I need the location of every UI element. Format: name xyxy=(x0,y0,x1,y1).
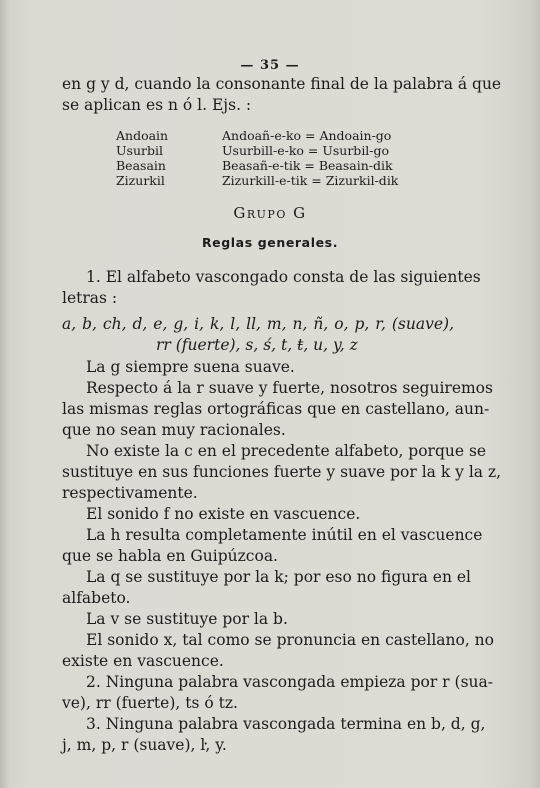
body-line: La v se sustituye por la b. xyxy=(86,610,288,628)
body-line: El sonido f no existe en vascuence. xyxy=(86,505,361,523)
body-line: La q se sustituye por la k; por eso no figura en el xyxy=(86,568,472,586)
body-line: La h resulta completamente inútil en el vascuence xyxy=(86,526,483,544)
body-line xyxy=(156,335,540,356)
body-line: que se habla en Guipúzcoa. xyxy=(62,547,278,565)
body-line: 3. Ninguna palabra vascongada termina en b, d, g, xyxy=(86,715,486,733)
rules-title: Reglas generales. xyxy=(201,235,339,250)
body-line: Respecto á la r suave y fuerte, nosotros seguiremos xyxy=(86,379,493,397)
body-line: que no sean muy racionales. xyxy=(62,421,286,439)
example-place: Beasain xyxy=(116,158,166,173)
body-line: existe en vascuence. xyxy=(62,652,224,670)
intro-line: en g y d, cuando la consonante final de la palabra á que xyxy=(62,75,502,93)
body-line: sustituye en sus funciones fuerte y suave por la k y la z, xyxy=(62,463,502,481)
example-form: Beasañ-e-tik = Beasain-dik xyxy=(222,158,393,173)
body-line: 1. El alfabeto vascongado consta de las siguientes xyxy=(86,268,481,286)
body-line: 2. Ninguna palabra vascongada empieza por r (sua- xyxy=(86,673,493,691)
example-place: Usurbil xyxy=(116,143,163,158)
alphabet-letters: a, b, ch, d, e, g, i, k, l, ll, m, n, ñ, o, p, r, (suave), xyxy=(62,315,454,333)
example-place: Zizurkil xyxy=(116,173,165,188)
body-line: La g siempre suena suave. xyxy=(86,358,295,376)
body-line: las mismas reglas ortográficas que en castellano, aun- xyxy=(62,400,490,418)
example-place: Andoain xyxy=(116,128,169,143)
page-number: — 35 — xyxy=(240,58,300,73)
example-form: Usurbill-e-ko = Usurbil-go xyxy=(222,143,390,158)
body-line: letras : xyxy=(62,289,118,307)
body-line: alfabeto. xyxy=(62,589,131,607)
body-line: No existe la c en el precedente alfabeto, porque se xyxy=(86,442,487,460)
body-line: j, m, p, r (suave), ŀ, y. xyxy=(62,736,227,754)
example-form: Andoañ-e-ko = Andoain-go xyxy=(222,128,392,143)
body-line: El sonido x, tal como se pronuncia en castellano, no xyxy=(86,631,494,649)
body-line xyxy=(62,314,454,335)
alphabet-letters: rr (fuerte), s, ś, t, ŧ, u, y, z xyxy=(156,336,358,354)
body-line: respectivamente. xyxy=(62,484,198,502)
example-form: Zizurkill-e-tik = Zizurkil-dik xyxy=(222,173,399,188)
intro-line: se aplican es n ó l. Ejs. : xyxy=(62,96,252,114)
group-title: Grupo G xyxy=(233,204,307,222)
body-line: ve), rr (fuerte), ts ó tz. xyxy=(62,694,238,712)
